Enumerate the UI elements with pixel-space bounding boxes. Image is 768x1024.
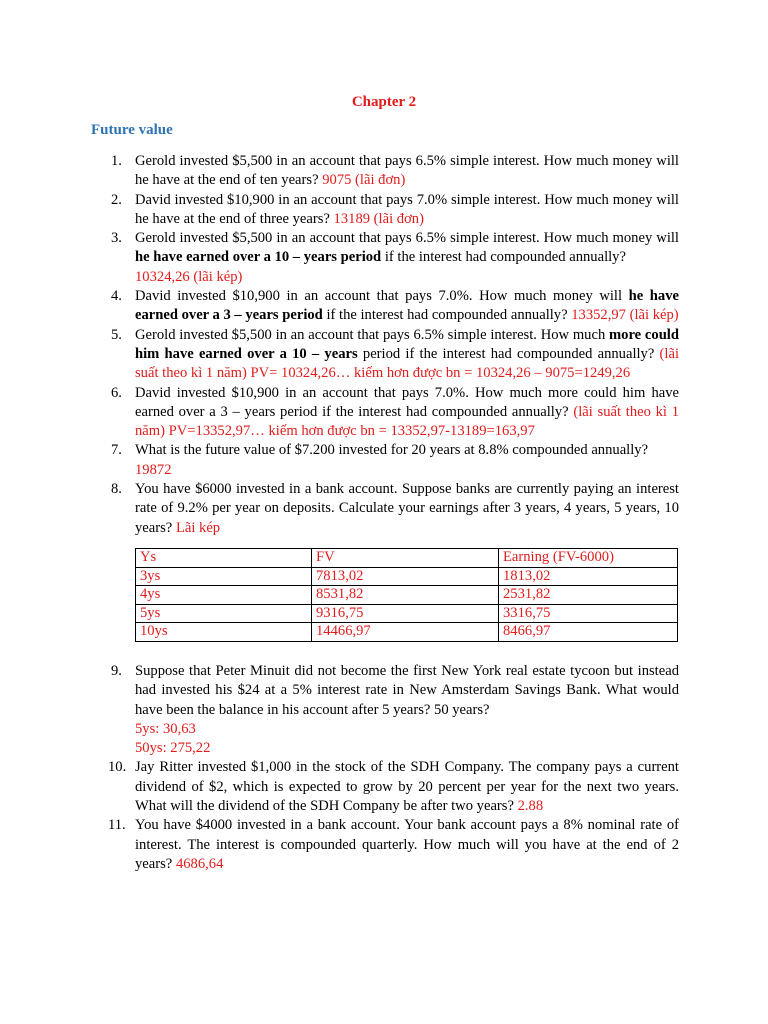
- table-cell: 3316,75: [499, 604, 678, 623]
- list-item: [111, 287, 679, 326]
- item-number: 11.: [108, 817, 126, 834]
- question-text: You have $6000 invested in a bank account. Suppose banks are currently paying an interest rate of 9.2% per year on deposits. Calculate your earnings after 3 years, 4 years, 5 years, 10 years?: [135, 481, 679, 536]
- table-header-cell: FV: [312, 548, 499, 567]
- table-cell: 8531,82: [312, 586, 499, 605]
- question-list: [108, 152, 679, 874]
- question-text: Gerold invested $5,500 in an account that pays 6.5% simple interest. How much money will he have at the end of ten years?: [135, 153, 679, 189]
- list-item: [111, 191, 679, 230]
- item-number: 4.: [111, 288, 122, 305]
- table-header-row: [136, 548, 678, 567]
- table-cell: 2531,82: [499, 586, 678, 605]
- question-text: Gerold invested $5,500 in an account that pays 6.5% simple interest. How much money will: [135, 230, 679, 247]
- table-row: [136, 586, 678, 605]
- answer-text: Lãi kép: [175, 519, 221, 536]
- question-text: David invested $10,900 in an account that pays 7.0%. How much more could him have earned over a 3 – years period if the interest had compounded annually?: [135, 384, 679, 420]
- table-cell: 5ys: [136, 604, 312, 623]
- question-text: What is the future value of $7.200 invested for 20 years at 8.8% compounded annually?: [135, 442, 649, 459]
- question-bold-text: he have earned over a 10 – years period: [135, 249, 382, 266]
- question-text: if the interest had compounded annually?: [384, 249, 626, 266]
- list-item: [111, 326, 679, 384]
- item-number: 3.: [111, 230, 122, 247]
- question-text: Jay Ritter invested $1,000 in the stock of the SDH Company. The company pays a current dividend of $2, which is expected to grow by 20 percent per year for the next two years. What will the dividend of the SDH Company be after two years?: [135, 759, 679, 814]
- list-item: [111, 152, 679, 191]
- answer-text: 50ys: 275,22: [135, 740, 211, 757]
- question-text: You have $4000 invested in a bank account. Your bank account pays a 8% nominal rate of interest. The interest is compounded quarterly. How much will you have at the end of 2 years?: [135, 817, 679, 872]
- table-cell: 3ys: [136, 567, 312, 586]
- question-text: period if the interest had compounded annually?: [362, 345, 655, 362]
- answer-text: 10324,26 (lãi kép): [135, 268, 243, 285]
- table-cell: 7813,02: [312, 567, 499, 586]
- question-text: David invested $10,900 in an account that pays 7.0%. How much money will: [135, 288, 623, 305]
- answer-text: 4686,64: [175, 855, 224, 872]
- answer-text: 19872: [135, 461, 172, 478]
- earnings-table-wrap: [135, 548, 678, 642]
- table-cell: 1813,02: [499, 567, 678, 586]
- section-heading: Future value: [91, 122, 173, 138]
- list-item: [111, 480, 679, 538]
- table-row: [136, 567, 678, 586]
- item-number: 6.: [111, 384, 122, 401]
- table-row: [136, 623, 678, 642]
- item-number: 1.: [111, 153, 122, 169]
- table-cell: 8466,97: [499, 623, 678, 642]
- table-row: [136, 604, 678, 623]
- list-item: [108, 758, 679, 816]
- earnings-table: [135, 548, 678, 642]
- table-cell: 9316,75: [312, 604, 499, 623]
- question-text: if the interest had compounded annually?: [326, 307, 568, 324]
- question-bold-text: he have earned over a 3 – years period: [135, 288, 679, 324]
- table-cell: 14466,97: [312, 623, 499, 642]
- item-number: 8.: [111, 481, 122, 498]
- answer-text: 2.88: [517, 797, 544, 814]
- list-item: [111, 229, 679, 287]
- table-header-cell: Ys: [136, 548, 312, 567]
- item-number: 2.: [111, 191, 122, 208]
- item-number: 9.: [111, 662, 122, 679]
- chapter-title: Chapter 2: [351, 94, 417, 110]
- answer-text: 13189 (lãi đơn): [333, 210, 424, 227]
- item-number: 7.: [111, 442, 122, 459]
- question-bold-text: more could him have earned over a 10 – years: [135, 326, 679, 362]
- answer-text: 13352,97 (lãi kép): [571, 307, 679, 324]
- table-header-cell: Earning (FV-6000): [499, 548, 678, 567]
- answer-text: 5ys: 30,63: [135, 720, 196, 737]
- answer-text: (lãi suất theo kì 1 năm) PV= 10324,26… kiếm hơn được bn = 10324,26 – 9075=1249,26: [135, 345, 679, 382]
- list-item: [108, 816, 679, 874]
- table-cell: 4ys: [136, 586, 312, 605]
- list-item: [111, 384, 679, 442]
- item-number: 10.: [108, 759, 127, 776]
- answer-text: (lãi suất theo kì 1 năm) PV=13352,97… kiếm hơn được bn = 13352,97-13189=163,97: [135, 403, 679, 440]
- question-text: Gerold invested $5,500 in an account that pays 6.5% simple interest. How much: [135, 326, 606, 343]
- question-text: Suppose that Peter Minuit did not become the first New York real estate tycoon but instead had invested his $24 at a 5% interest rate in New Amsterdam Savings Bank. What would have been the balance in his account after 5 years? 50 years?: [135, 662, 679, 718]
- table-cell: 10ys: [136, 623, 312, 642]
- answer-text: 9075 (lãi đơn): [322, 172, 406, 189]
- item-number: 5.: [111, 326, 122, 343]
- list-item: [111, 662, 679, 758]
- list-item: [111, 441, 679, 480]
- question-text: David invested $10,900 in an account that pays 7.0% simple interest. How much money will he have at the end of three years?: [135, 191, 679, 227]
